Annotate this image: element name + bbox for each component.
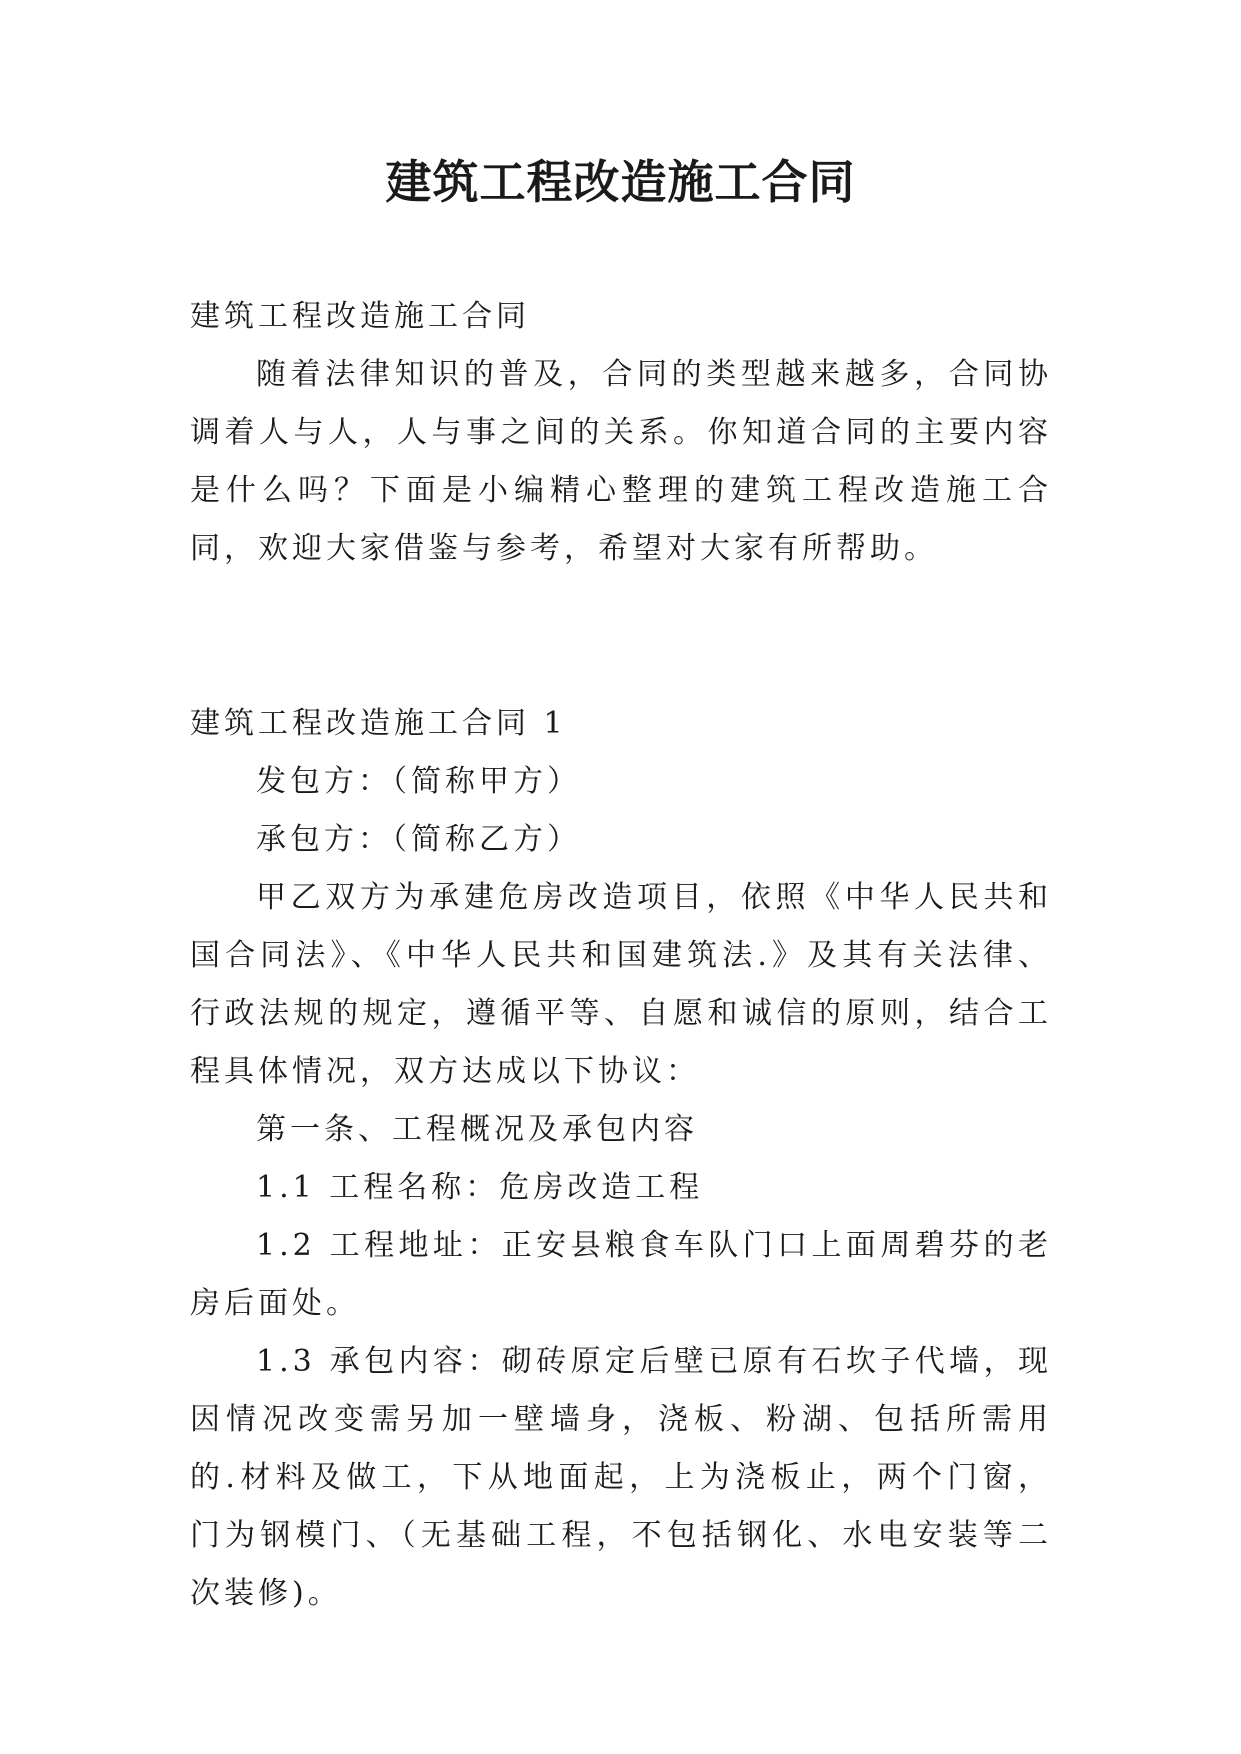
document-title: 建筑工程改造施工合同 [385, 155, 856, 209]
article-1-heading: 第一条、工程概况及承包内容 [256, 1112, 698, 1147]
contract-heading: 建筑工程改造施工合同 1 [190, 706, 567, 741]
intro-section [190, 288, 1052, 578]
party-a-line: 发包方：（简称甲方） [256, 764, 581, 799]
contract-section [190, 695, 1052, 1623]
intro-paragraph: 随着法律知识的普及，合同的类型越来越多，合同协调着人与人，人与事之间的关系。你知道合同的主要内容是什么吗？下面是小编精心整理的建筑工程改造施工合同，欢迎大家借鉴与参考，希望对大家有所帮助。 [190, 357, 1052, 566]
preamble-paragraph: 甲乙双方为承建危房改造项目，依照《中华人民共和国合同法》、《中华人民共和国建筑法.》及其有关法律、行政法规的规定，遵循平等、自愿和诚信的原则，结合工程具体情况，双方达成以下协议： [190, 880, 1052, 1089]
item-1-1: 1.1 工程名称：危房改造工程 [256, 1170, 704, 1205]
intro-heading: 建筑工程改造施工合同 [190, 299, 530, 334]
party-b-line: 承包方：（简称乙方） [256, 822, 581, 857]
item-1-2: 1.2 工程地址：正安县粮食车队门口上面周碧芬的老房后面处。 [190, 1228, 1052, 1321]
item-1-3: 1.3 承包内容：砌砖原定后壁已原有石坎子代墙，现因情况改变需另加一壁墙身，浇板、粉湖、包括所需用的.材料及做工，下从地面起，上为浇板止，两个门窗，门为钢模门、（无基础工程，不包括钢化、水电安装等二次装修)。 [190, 1344, 1052, 1611]
